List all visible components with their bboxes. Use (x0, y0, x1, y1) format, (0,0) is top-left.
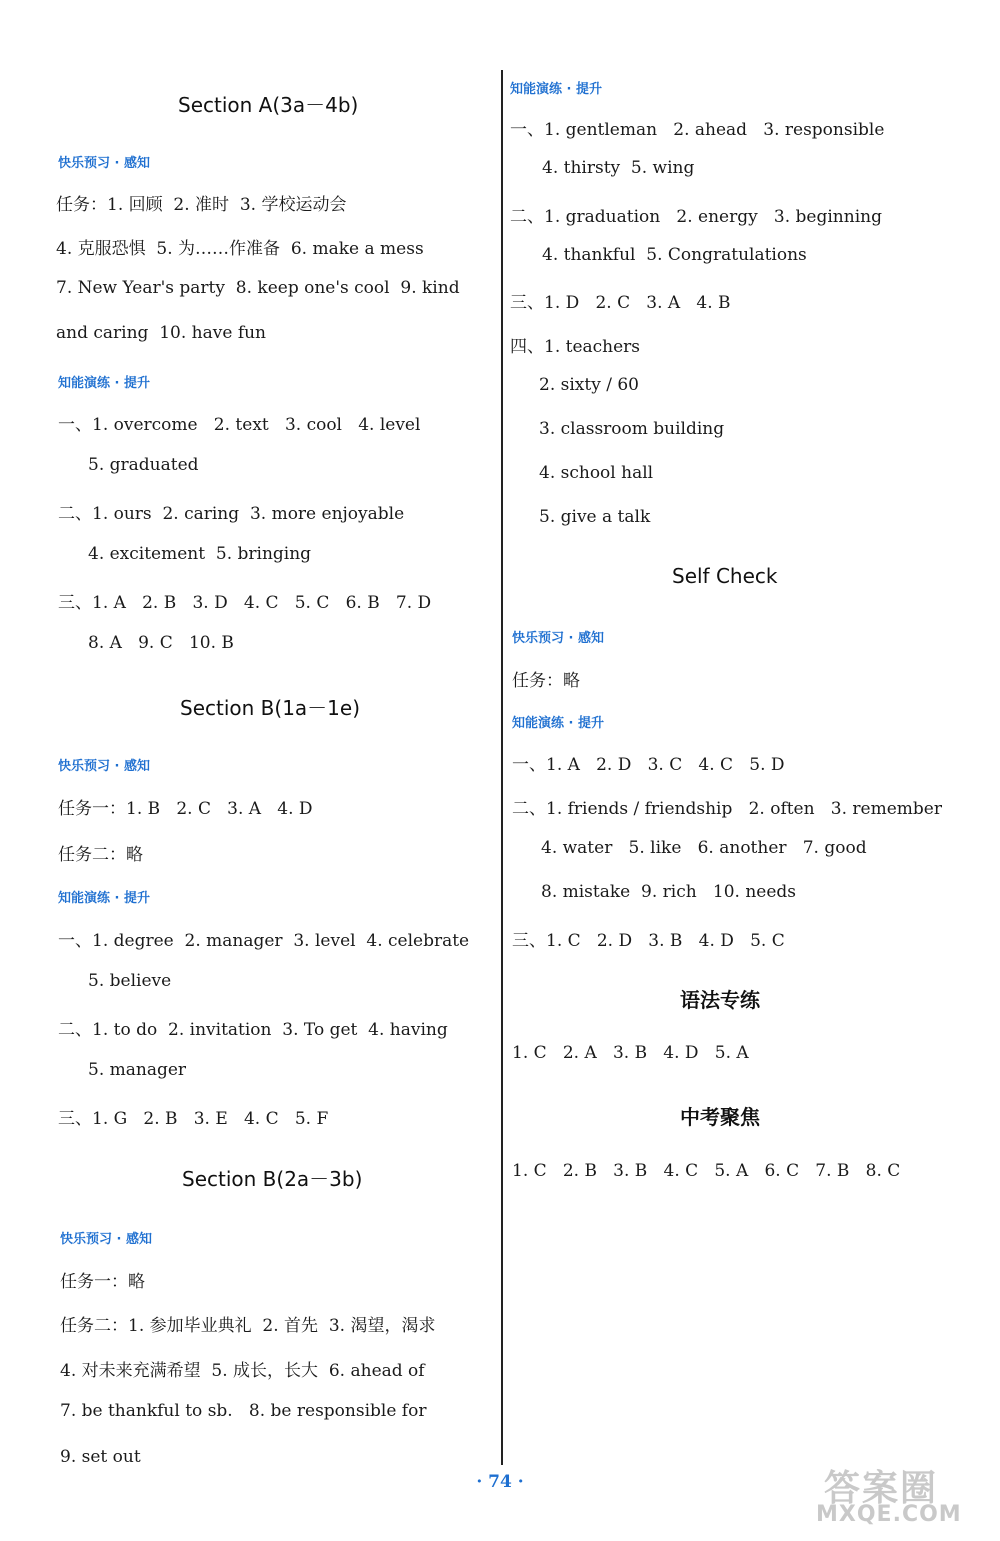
section-b2-preview-label: 快乐预习 · 感知 (60, 1232, 152, 1247)
section-a-preview-label: 快乐预习 · 感知 (58, 156, 150, 171)
section-b2-line: 任务一：略 (60, 1272, 145, 1292)
page-number: · 74 · (476, 1472, 524, 1492)
right-line: 4. school hall (539, 463, 654, 483)
column-divider (501, 70, 503, 1465)
self-check-line: 8. mistake 9. rich 10. needs (541, 882, 797, 902)
exam-focus-line: 1. C 2. B 3. B 4. C 5. A 6. C 7. B 8. C (512, 1161, 901, 1181)
self-check-line: 4. water 5. like 6. another 7. good (541, 838, 867, 858)
section-a-line: 5. graduated (88, 455, 199, 475)
right-line: 4. thirsty 5. wing (542, 158, 695, 178)
watermark-text: 答案圈 (824, 1468, 939, 1509)
right-line: 一、1. gentleman 2. ahead 3. responsible (510, 120, 885, 140)
section-a-title: Section A(3a－4b) (178, 93, 359, 117)
section-a-line: 7. New Year's party 8. keep one's cool 9. kind (56, 278, 460, 298)
section-b2-line: 7. be thankful to sb. 8. be responsible for (60, 1401, 427, 1421)
watermark-url: MXQE.COM (816, 1502, 962, 1527)
right-line: 四、1. teachers (510, 337, 641, 357)
section-b1-line: 一、1. degree 2. manager 3. level 4. celebrate (58, 931, 470, 951)
section-b1-practice-label: 知能演练 · 提升 (58, 891, 150, 906)
section-a-practice-label: 知能演练 · 提升 (58, 376, 150, 391)
self-check-line: 三、1. C 2. D 3. B 4. D 5. C (512, 931, 785, 951)
section-b2-title: Section B(2a－3b) (182, 1167, 363, 1191)
self-check-title: Self Check (672, 564, 778, 588)
section-b2-line: 任务二：1. 参加毕业典礼 2. 首先 3. 渴望，渴求 (60, 1316, 436, 1336)
self-check-line: 任务：略 (512, 671, 580, 691)
right-line: 三、1. D 2. C 3. A 4. B (510, 293, 731, 313)
right-line: 3. classroom building (539, 419, 725, 439)
exam-focus-title: 中考聚焦 (680, 1105, 760, 1129)
section-a-line: 二、1. ours 2. caring 3. more enjoyable (58, 504, 405, 524)
section-a-line: 任务：1. 回顾 2. 准时 3. 学校运动会 (56, 195, 347, 215)
section-b1-line: 任务二：略 (58, 845, 143, 865)
section-a-line: 4. 克服恐惧 5. 为……作准备 6. make a mess (56, 239, 424, 259)
self-check-line: 二、1. friends / friendship 2. often 3. remember (512, 799, 942, 819)
section-a-line: and caring 10. have fun (56, 323, 267, 343)
grammar-title: 语法专练 (680, 988, 760, 1012)
section-a-line: 三、1. A 2. B 3. D 4. C 5. C 6. B 7. D (58, 593, 432, 613)
section-a-line: 8. A 9. C 10. B (88, 633, 234, 653)
section-b1-line: 5. believe (88, 971, 172, 991)
right-line: 5. give a talk (539, 507, 651, 527)
right-line: 二、1. graduation 2. energy 3. beginning (510, 207, 882, 227)
self-check-line: 一、1. A 2. D 3. C 4. C 5. D (512, 755, 785, 775)
section-b2-line: 4. 对未来充满希望 5. 成长，长大 6. ahead of (60, 1361, 425, 1381)
section-b2-line: 9. set out (60, 1447, 141, 1467)
section-a-line: 4. excitement 5. bringing (88, 544, 312, 564)
section-b1-title: Section B(1a－1e) (180, 696, 360, 720)
right-practice-label: 知能演练 · 提升 (510, 82, 602, 97)
watermark-logo (814, 1460, 974, 1527)
self-check-preview-label: 快乐预习 · 感知 (512, 631, 604, 646)
right-line: 2. sixty / 60 (539, 375, 639, 395)
section-a-line: 一、1. overcome 2. text 3. cool 4. level (58, 415, 421, 435)
self-check-practice-label: 知能演练 · 提升 (512, 716, 604, 731)
grammar-line: 1. C 2. A 3. B 4. D 5. A (512, 1043, 749, 1063)
section-b1-line: 任务一：1. B 2. C 3. A 4. D (58, 799, 313, 819)
section-b1-preview-label: 快乐预习 · 感知 (58, 759, 150, 774)
section-b1-line: 三、1. G 2. B 3. E 4. C 5. F (58, 1109, 329, 1129)
section-b1-line: 二、1. to do 2. invitation 3. To get 4. having (58, 1020, 448, 1040)
section-b1-line: 5. manager (88, 1060, 187, 1080)
right-line: 4. thankful 5. Congratulations (542, 245, 807, 265)
